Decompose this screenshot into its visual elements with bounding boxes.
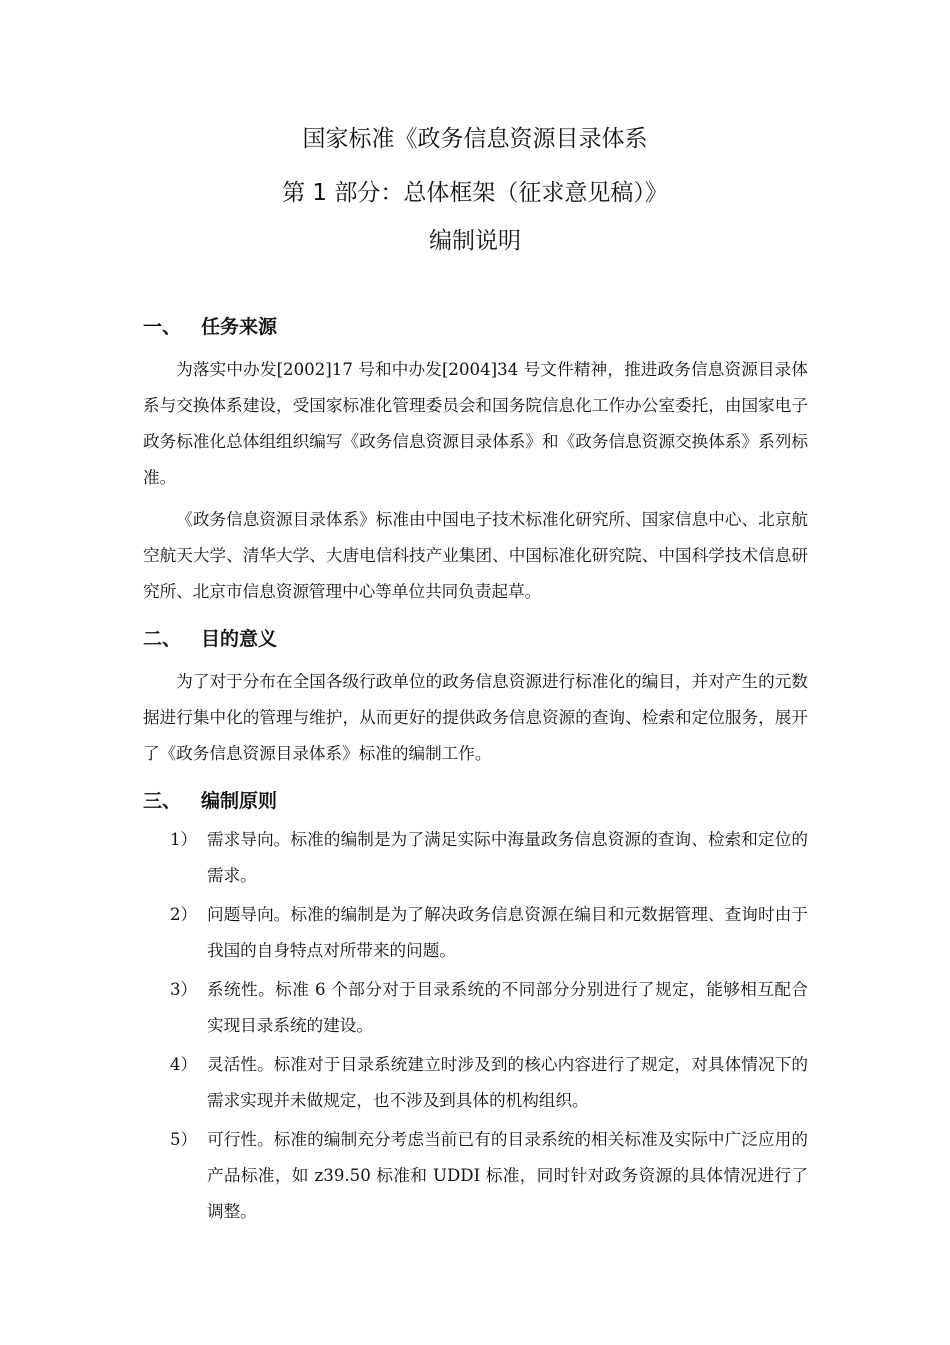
section-number: 一、 — [143, 316, 182, 338]
document-title-line2: 第 1 部分：总体框架（征求意见稿）》 — [282, 180, 668, 206]
list-item-text: 问题导向。标准的编制是为了解决政务信息资源在编目和元数据管理、查询时由于我国的自身特点对所带来的问题。 — [207, 905, 808, 960]
section-title: 目的意义 — [201, 628, 278, 650]
list-item — [143, 1122, 808, 1230]
section-number: 三、 — [143, 790, 182, 812]
section-heading-principles — [143, 786, 277, 816]
list-item — [143, 897, 808, 969]
list-item-text: 系统性。标准 6 个部分对于目录系统的不同部分分别进行了规定，能够相互配合实现目录系统的建设。 — [207, 980, 808, 1035]
list-item-number: 1） — [170, 830, 198, 849]
list-item-number: 2） — [170, 905, 198, 924]
list-item-number: 5） — [170, 1130, 198, 1149]
section-paragraph: 《政务信息资源目录体系》标准由中国电子技术标准化研究所、国家信息中心、北京航空航天大学、清华大学、大唐电信科技产业集团、中国标准化研究院、中国科学技术信息研究所、北京市信息资源管理中心等单位共同负责起草。 — [143, 510, 808, 601]
list-item-text: 可行性。标准的编制充分考虑当前已有的目录系统的相关标准及实际中广泛应用的产品标准，如 z39.50 标准和 UDDI 标准，同时针对政务资源的具体情况进行了调整。 — [207, 1130, 808, 1221]
principles-list — [143, 822, 808, 1233]
document-title-line3: 编制说明 — [429, 228, 521, 254]
section-paragraph: 为了对于分布在全国各级行政单位的政务信息资源进行标准化的编目，并对产生的元数据进行集中化的管理与维护，从而更好的提供政务信息资源的查询、检索和定位服务，展开了《政务信息资源目录体系》标准的编制工作。 — [143, 672, 808, 763]
document-title-line1: 国家标准《政务信息资源目录体系 — [302, 126, 648, 152]
section-heading-task-source — [143, 312, 277, 342]
list-item-text: 需求导向。标准的编制是为了满足实际中海量政务信息资源的查询、检索和定位的需求。 — [207, 830, 808, 885]
section-title: 编制原则 — [201, 790, 278, 812]
list-item-text: 灵活性。标准对于目录系统建立时涉及到的核心内容进行了规定，对具体情况下的需求实现并未做规定，也不涉及到具体的机构组织。 — [207, 1055, 808, 1110]
list-item — [143, 972, 808, 1044]
list-item-number: 3） — [170, 980, 198, 999]
section-title: 任务来源 — [201, 316, 278, 338]
section-number: 二、 — [143, 628, 182, 650]
section-paragraph: 为落实中办发[2002]17 号和中办发[2004]34 号文件精神，推进政务信息资源目录体系与交换体系建设，受国家标准化管理委员会和国务院信息化工作办公室委托，由国家电子政务标准化总体组组织编写《政务信息资源目录体系》和《政务信息资源交换体系》系列标准。 — [143, 360, 808, 487]
list-item — [143, 1047, 808, 1119]
list-item-number: 4） — [170, 1055, 198, 1074]
list-item — [143, 822, 808, 894]
section-heading-purpose — [143, 624, 277, 654]
